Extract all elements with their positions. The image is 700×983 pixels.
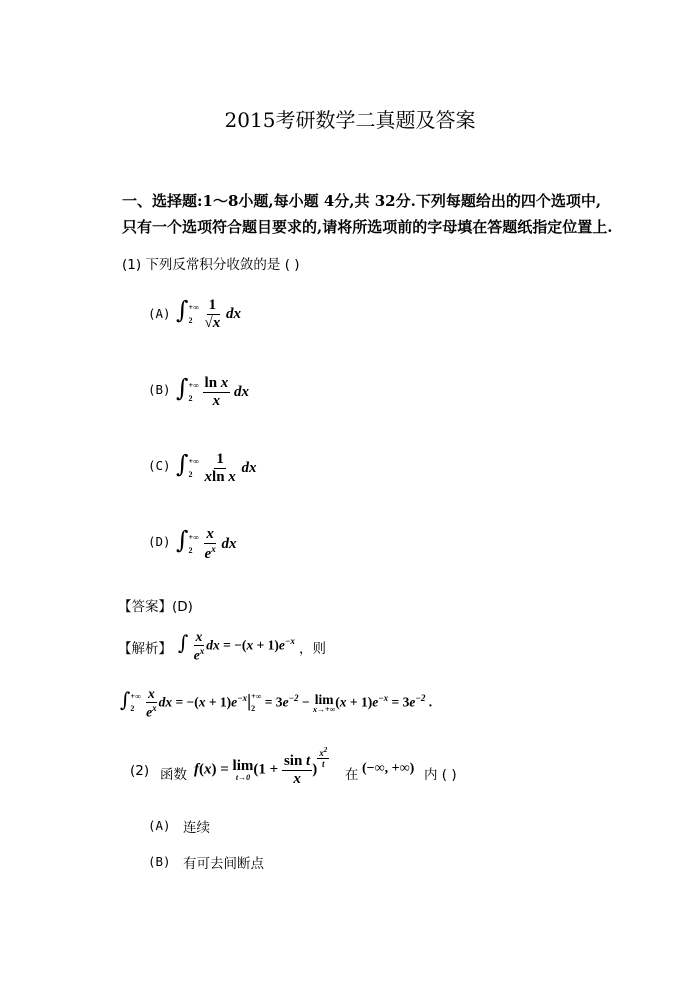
q2-function-formula: f(x) = lim t→0 (1 + $\frac{\text{sin t}}{x}$ ) $^{\frac{x^2}{t}}$: [194, 746, 328, 787]
q1-option-a-formula: ∫ +∞ 2 $\frac{1}{√x}$ dx: [176, 296, 242, 332]
q2-option-a-text: 连续: [183, 820, 210, 836]
q1-option-d-formula: ∫ +∞ 2 $\frac{x}{e^x}$ dx: [176, 526, 237, 563]
section-instruction-line1: 一、选择题:1～8小题,每小题 4分,共 32分.下列每题给出的四个选项中,: [122, 192, 602, 210]
q1-analysis-label: 【解析】: [118, 641, 172, 657]
q2-prefix: 函数: [160, 767, 187, 783]
question-1-stem: (1) 下列反常积分收敛的是 ( ): [122, 257, 300, 273]
q1-option-a-label: (A): [148, 306, 171, 321]
q1-option-c-formula: ∫ +∞ 2 $\frac{1}{\text{xln x}}$ dx: [176, 450, 257, 486]
q1-option-b-label: (B): [148, 382, 171, 397]
q1-analysis-formula-2: ∫ +∞ 2 $\frac{x}{e^x}$ dx = $-(x + 1)e^{-x}|$ +∞ 2 = $3e^{-2}$ − lim x→+∞ $(x + 1)e^{-x} = 3e^{-2}$ .: [120, 686, 433, 720]
q1-answer: [118, 595, 193, 615]
q2-number: (2): [130, 763, 150, 779]
q1-option-d-label: (D): [148, 534, 171, 549]
q2-option-b-text: 有可去间断点: [183, 856, 264, 872]
q2-option-a-label: (A): [148, 818, 171, 833]
q2-interval: (−∞, +∞): [362, 761, 415, 776]
q2-interval-tail: 内 ( ): [424, 767, 457, 783]
q1-analysis-tail: ，则: [299, 641, 326, 657]
q1-option-b-formula: ∫ +∞ 2 $\frac{\text{ln x}}{x}$ dx: [176, 374, 250, 410]
page-title: 2015考研数学二真题及答案: [224, 108, 476, 132]
q1-analysis-formula-1: ∫ $\frac{x}{e^x}$ dx = $-(x + 1)e^{-x}$: [178, 629, 295, 663]
answer-label: 【答案】: [118, 599, 172, 615]
q2-option-b-label: (B): [148, 854, 171, 869]
answer-value: (D): [172, 599, 193, 615]
section-instruction-line2: 只有一个选项符合题目要求的,请将所选项前的字母填在答题纸指定位置上.: [122, 218, 613, 236]
q1-option-c-label: (C): [148, 458, 171, 473]
q2-suffix: 在: [345, 767, 359, 783]
